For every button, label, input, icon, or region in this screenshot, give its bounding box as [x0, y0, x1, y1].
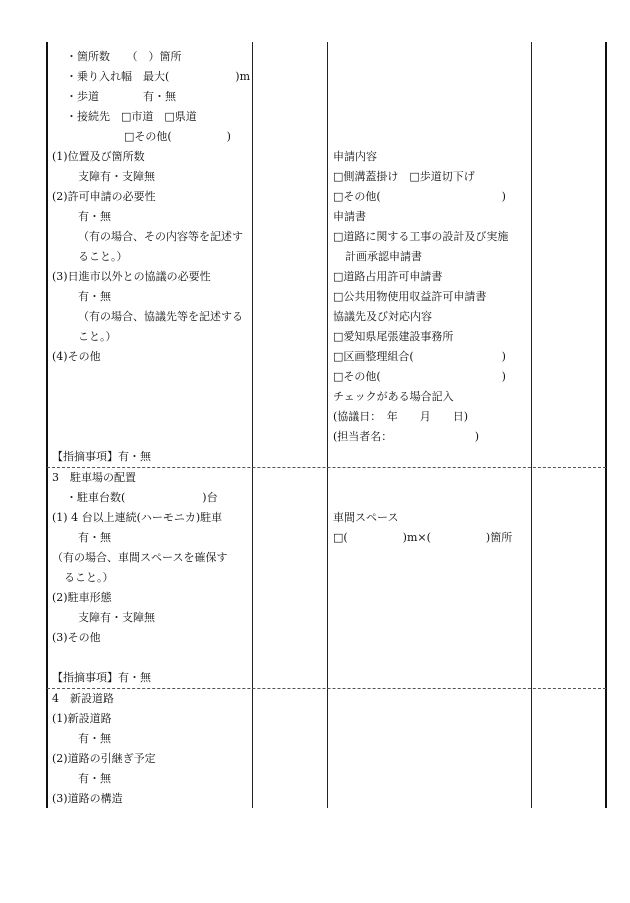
row-separator-1: [47, 467, 606, 468]
application-content-other: □その他( ): [333, 190, 506, 203]
item-3-answer: 有・無: [78, 290, 111, 303]
connection-line: ・接続先 □市道 □県道: [66, 110, 197, 123]
application-content-options: □側溝蓋掛け □歩道切下げ: [333, 170, 475, 183]
application-form-label: 申請書: [333, 210, 366, 223]
findings-1: 【指摘事項】有・無: [52, 450, 151, 463]
parking-item-2: (2)駐車形態: [52, 591, 112, 604]
vehicle-spacing-input: □( )m×( )箇所: [333, 531, 513, 544]
consultation-land-readjustment: □区画整理組合( ): [333, 350, 506, 363]
right-border: [605, 42, 607, 808]
consultation-date: (協議日： 年 月 日): [333, 410, 469, 423]
column-divider-3: [531, 42, 532, 808]
item-3-note-a: （有の場合、協議先等を記述する: [78, 310, 243, 323]
parking-item-1-note-b: ること。）: [64, 571, 114, 584]
form-road-works-a: □道路に関する工事の設計及び実施: [333, 230, 509, 243]
item-4-heading: (4)その他: [52, 350, 101, 363]
parking-item-1-answer: 有・無: [78, 531, 111, 544]
person-in-charge: (担当者名： ): [333, 430, 480, 443]
road-item-2: (2)道路の引継ぎ予定: [52, 752, 156, 765]
item-2-note-b: ること。）: [78, 250, 128, 263]
road-heading: 4 新設道路: [52, 692, 114, 705]
item-1-heading: (1)位置及び箇所数: [52, 150, 145, 163]
sidewalk-line: ・歩道 有・無: [66, 90, 176, 103]
item-2-note-a: （有の場合、その内容等を記述す: [78, 230, 243, 243]
parking-item-1-note-a: （有の場合、車間スペースを確保す: [52, 551, 228, 564]
item-3-note-b: こと。）: [78, 330, 117, 343]
consultation-label: 協議先及び対応内容: [333, 310, 432, 323]
consultation-other: □その他( ): [333, 370, 506, 383]
form-road-works-b: 計画承認申請書: [345, 250, 422, 263]
item-2-heading: (2)許可申請の必要性: [52, 190, 156, 203]
parking-item-2-answer: 支障有・支障無: [78, 611, 155, 624]
form-road-occupancy: □道路占用許可申請書: [333, 270, 443, 283]
form-public-property: □公共用物使用収益許可申請書: [333, 290, 487, 303]
column-divider-2: [327, 42, 328, 808]
consultation-prefecture: □愛知県尾張建設事務所: [333, 330, 454, 343]
parking-item-3: (3)その他: [52, 631, 101, 644]
road-item-3: (3)道路の構造: [52, 792, 123, 805]
check-note: チェックがある場合記入: [333, 390, 454, 403]
row-separator-2: [47, 688, 606, 689]
road-item-1: (1)新設道路: [52, 712, 112, 725]
item-3-heading: (3)日進市以外との協議の必要性: [52, 270, 211, 283]
item-2-answer: 有・無: [78, 210, 111, 223]
parking-count-line: ・駐車台数( )台: [66, 491, 218, 504]
application-content-label: 申請内容: [333, 150, 377, 163]
vehicle-spacing-label: 車間スペース: [333, 511, 399, 524]
column-divider-1: [252, 42, 253, 808]
road-item-1-answer: 有・無: [78, 732, 111, 745]
road-item-2-answer: 有・無: [78, 772, 111, 785]
item-1-answer: 支障有・支障無: [78, 170, 155, 183]
connection-other-line: □その他( ): [124, 130, 231, 143]
driveway-count-line: ・箇所数 （ ）箇所: [66, 50, 182, 63]
parking-heading: 3 駐車場の配置: [52, 471, 136, 484]
driveway-width-line: ・乗り入れ幅 最大( )m: [66, 70, 251, 83]
parking-item-1: (1) 4 台以上連続(ハーモニカ)駐車: [52, 511, 223, 524]
left-border: [46, 42, 48, 808]
findings-2: 【指摘事項】有・無: [52, 671, 151, 684]
